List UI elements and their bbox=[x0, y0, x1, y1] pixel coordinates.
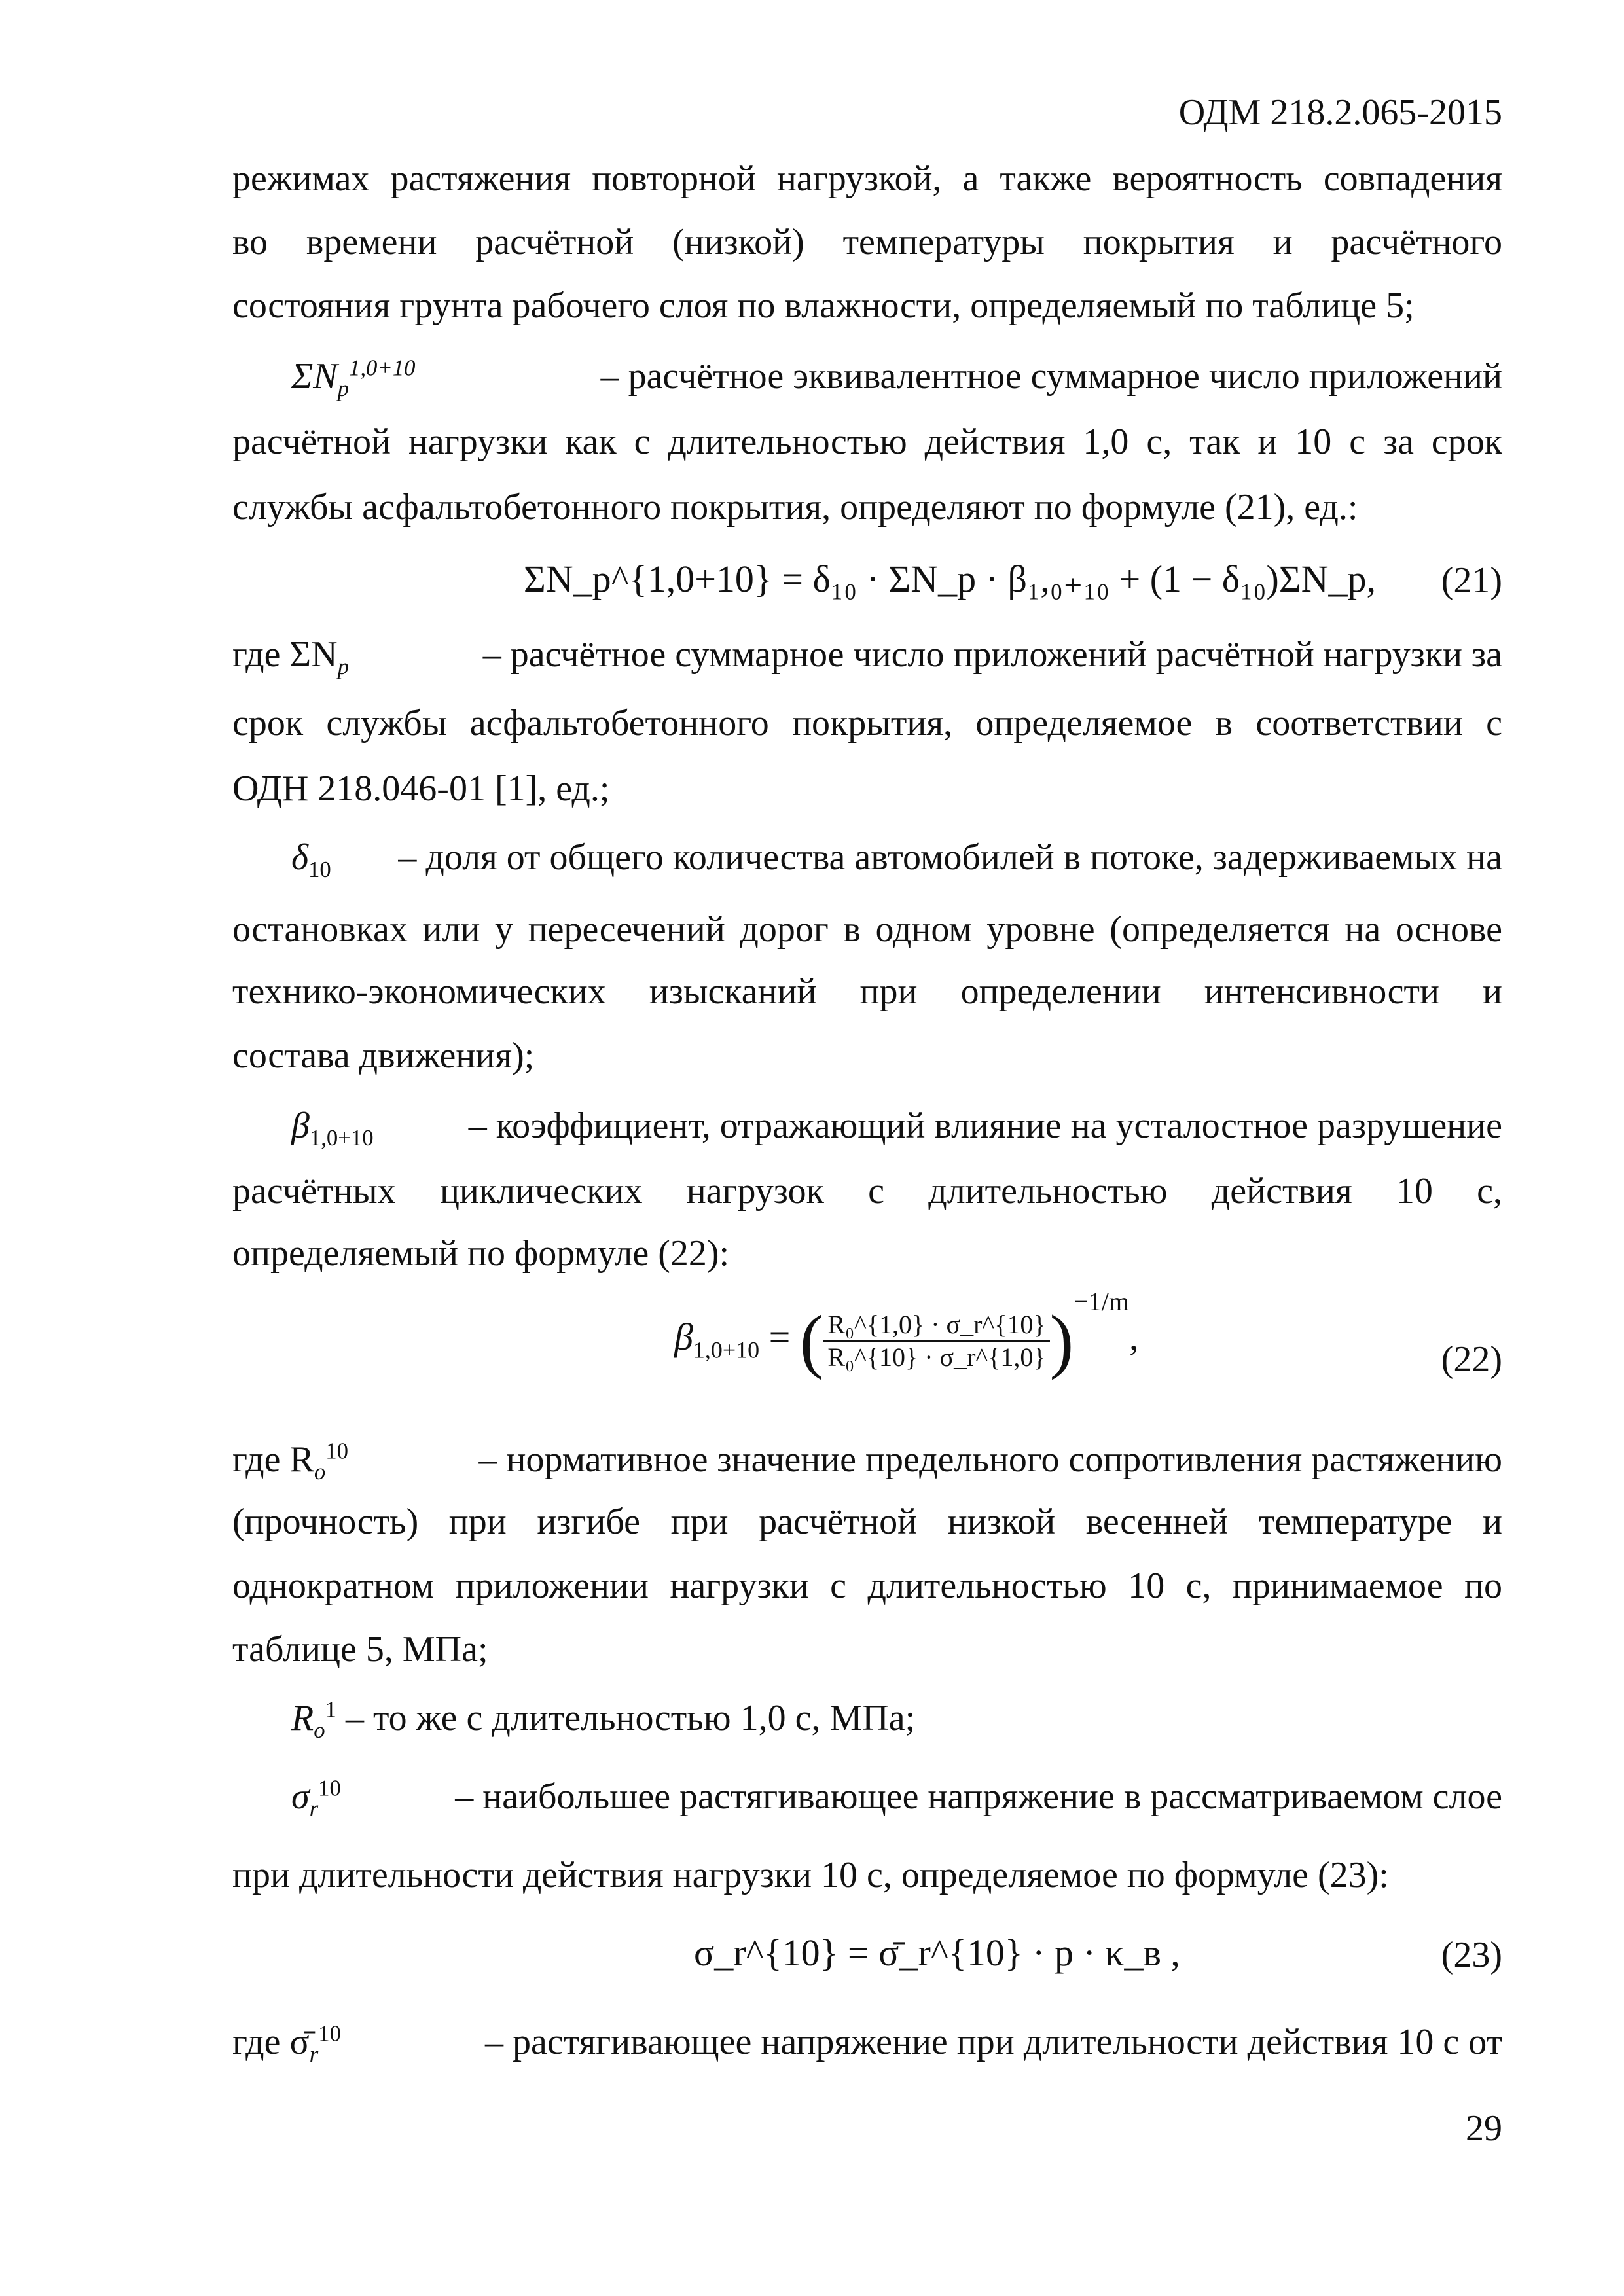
symbol-sum-np: $\Sigma N_p^{1,0+10}$ bbox=[291, 355, 416, 402]
definition-text: – нормативное значение предельного сопротивления растяжению bbox=[478, 1439, 1502, 1480]
definition-delta bbox=[291, 834, 1502, 883]
text-line: расчётных циклических нагрузок с длительностью действия 10 с, bbox=[232, 1171, 1502, 1211]
where-symbol: где $R_o^{10}$ bbox=[232, 1438, 348, 1485]
text-line: состояния грунта рабочего слоя по влажности, определяемый по таблице 5; bbox=[232, 285, 1415, 326]
symbol-delta: $\delta_{10}$ bbox=[291, 837, 331, 883]
doc-code-header: ОДМ 218.2.065-2015 bbox=[1178, 92, 1502, 133]
text-line: ОДН 218.046-01 [1], ед.; bbox=[232, 768, 610, 809]
formula-number-21: (21) bbox=[1441, 560, 1502, 601]
text-line: при длительности действия нагрузки 10 с, определяемое по формуле (23): bbox=[232, 1855, 1389, 1895]
definition-text: – расчётное суммарное число приложений расчётной нагрузки за bbox=[482, 634, 1502, 675]
definition-text: – расчётное эквивалентное суммарное число приложений bbox=[600, 356, 1502, 397]
formula-22-fraction: $\frac{\text{R₀\textasciicircum{}\{1,0\} · σ\_r\textasciicircum{}\{10\}}}{\text{R₀\textasciicircum{}\{10\} · σ\_r\textasciicircum{}\{1,0\}}}$ bbox=[823, 1309, 1049, 1372]
formula-22: $\beta_{1,0+10}$ = ( $\frac{\text{R₀\textasciicircum{}\{1,0\} · σ\_r\textasciicircum{}\{10\}}}{\text{R₀\textasciicircum{}\{10\} · σ\_r\textasciicircum{}\{1,0\}}}$ )$^{-1/m}$, bbox=[674, 1286, 1139, 1380]
symbol-sigma: $\sigma_r^{10}$ bbox=[291, 1775, 341, 1822]
definition-beta bbox=[291, 1103, 1502, 1149]
formula-23: σ_r^{10} = σ̄_r^{10} · p · κ_в , bbox=[694, 1931, 1180, 1974]
text-line: службы асфальтобетонного покрытия, определяют по формуле (21), ед.: bbox=[232, 487, 1358, 528]
text-line: расчётной нагрузки как с длительностью действия 1,0 с, так и 10 с за срок bbox=[232, 422, 1502, 462]
text-line: (прочность) при изгибе при расчётной низкой весенней температуре и bbox=[232, 1501, 1502, 1542]
definition-text: – доля от общего количества автомобилей в потоке, задерживаемых на bbox=[398, 837, 1502, 878]
definition-r10 bbox=[232, 1437, 1502, 1485]
formula-number-22: (22) bbox=[1441, 1339, 1502, 1380]
definition-sigma-bar bbox=[232, 2019, 1502, 2068]
text-line: режимах растяжения повторной нагрузкой, а также вероятность совпадения bbox=[232, 158, 1502, 199]
text-line: технико-экономических изысканий при определении интенсивности и bbox=[232, 971, 1502, 1012]
definition-text: – коэффициент, отражающий влияние на усталостное разрушение bbox=[468, 1105, 1502, 1146]
text-line: во времени расчётной (низкой) температуры покрытия и расчётного bbox=[232, 222, 1502, 262]
formula-number-23: (23) bbox=[1441, 1935, 1502, 1975]
formula-21: ΣN_p^{1,0+10} = δ₁₀ · ΣN_p · β₁,₀₊₁₀ + (1 − δ₁₀)ΣN_p, bbox=[524, 558, 1376, 600]
where-symbol: где $\Sigma N_p$ bbox=[232, 634, 349, 680]
definition-sigma bbox=[291, 1774, 1502, 1820]
definition-text: – растягивающее напряжение при длительности действия 10 с от bbox=[485, 2022, 1502, 2062]
page-number: 29 bbox=[1466, 2108, 1502, 2149]
where-symbol: где $\sigmā_r^{10}$ bbox=[232, 2020, 341, 2068]
text-line: остановках или у пересечений дорог в одном уровне (определяется на основе bbox=[232, 909, 1502, 950]
definition-sum-np bbox=[291, 353, 1502, 402]
definition-np bbox=[232, 632, 1502, 680]
text-line: таблице 5, МПа; bbox=[232, 1629, 488, 1670]
definition-r1: $R_o^1$ – то же с длительностью 1,0 с, МПа; bbox=[291, 1696, 916, 1744]
text-line: срок службы асфальтобетонного покрытия, определяемое в соответствии с bbox=[232, 703, 1502, 744]
text-line: определяемый по формуле (22): bbox=[232, 1233, 730, 1274]
text-line: однократном приложении нагрузки с длительностью 10 с, принимаемое по bbox=[232, 1566, 1502, 1606]
text-line: состава движения); bbox=[232, 1035, 535, 1076]
definition-text: – наибольшее растягивающее напряжение в рассматриваемом слое bbox=[455, 1776, 1502, 1817]
symbol-beta: $\beta_{1,0+10}$ bbox=[291, 1105, 374, 1151]
